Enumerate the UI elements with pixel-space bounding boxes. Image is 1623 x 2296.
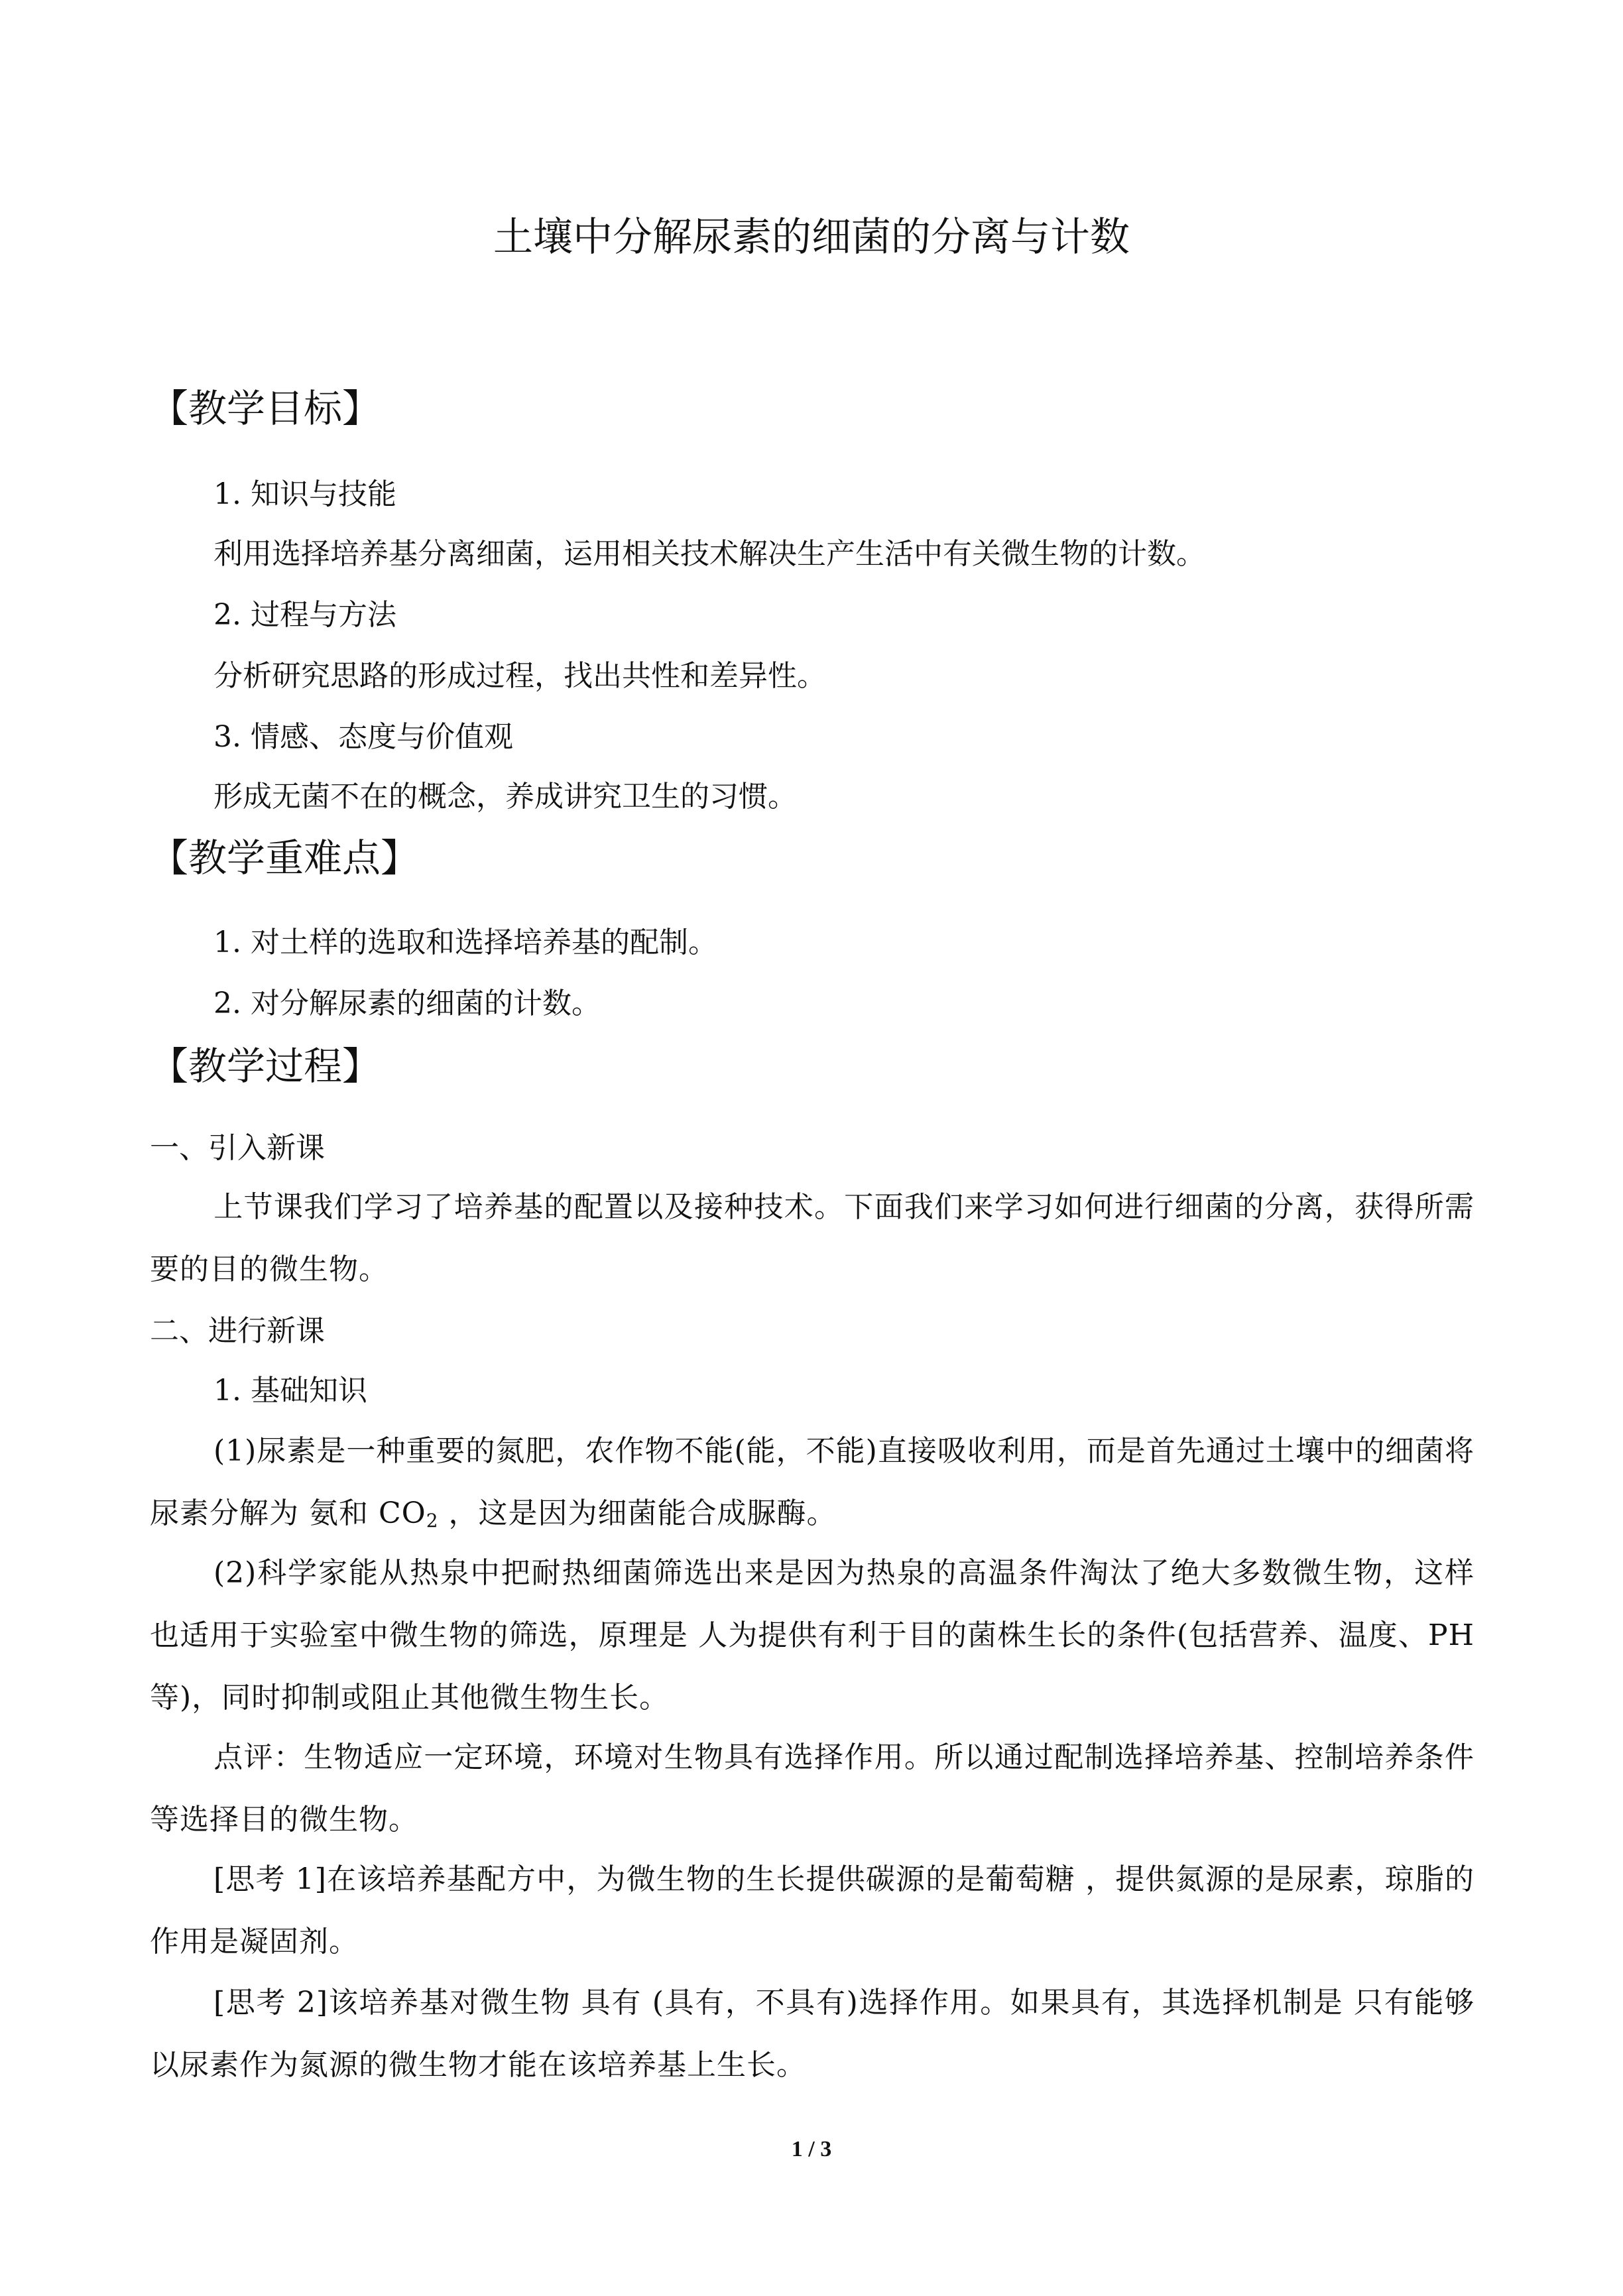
keypoint-1: 1. 对土样的选取和选择培养基的配制。 [213,926,717,959]
basics-label: 1. 基础知识 [213,1374,367,1408]
part1-title: 一、引入新课 [150,1131,325,1165]
section-heading-keypoints: 【教学重难点】 [150,835,420,880]
part2-title: 二、进行新课 [150,1314,325,1348]
co2-subscript: 2 [426,1510,439,1532]
paragraph-1-text-a: (1)尿素是一种重要的氮肥，农作物不能(能，不能)直接吸收利用，而是首先通过土壤中的细菌将尿素分解为 氨和 CO [150,1434,1474,1530]
paragraph-1 [150,1420,1474,1552]
paragraph-5-text: [思考 2]该培养基对微生物 具有 (具有，不具有)选择作用。如果具有，其选择机制是 只有能够以尿素作为氮源的微生物才能在该培养基上生长。 [150,1986,1474,2082]
goal-label-2: 2. 过程与方法 [213,598,396,632]
document-title: 土壤中分解尿素的细菌的分离与计数 [493,214,1130,261]
paragraph-5 [150,1972,1474,2096]
paragraph-4-text: [思考 1]在该培养基配方中，为微生物的生长提供碳源的是葡萄糖 ，提供氮源的是尿素，琼脂的作用是凝固剂。 [150,1862,1474,1959]
keypoint-2: 2. 对分解尿素的细菌的计数。 [213,987,601,1020]
goal-label-3: 3. 情感、态度与价值观 [213,720,513,754]
goal-text-3: 形成无菌不在的概念，养成讲究卫生的习惯。 [213,780,797,814]
paragraph-3-text: 点评：生物适应一定环境，环境对生物具有选择作用。所以通过配制选择培养基、控制培养条件等选择目的微生物。 [150,1740,1474,1837]
part1-text: 上节课我们学习了培养基的配置以及接种技术。下面我们来学习如何进行细菌的分离，获得所需要的目的微生物。 [150,1190,1474,1286]
paragraph-2-text: (2)科学家能从热泉中把耐热细菌筛选出来是因为热泉的高温条件淘汰了绝大多数微生物，这样也适用于实验室中微生物的筛选，原理是 人为提供有利于目的菌株生长的条件(包括营养、温度、PH 等)，同时抑制或阻止其他微生物生长。 [150,1556,1475,1715]
goal-label-1: 1. 知识与技能 [213,477,396,511]
goal-text-2: 分析研究思路的形成过程，找出共性和差异性。 [213,659,826,693]
paragraph-3 [150,1726,1474,1851]
goal-text-1: 利用选择培养基分离细菌，运用相关技术解决生产生活中有关微生物的计数。 [213,537,1205,571]
paragraph-1-text-b: ，这是因为细菌能合成脲酶。 [438,1496,837,1530]
page-number: 1 / 3 [791,2137,832,2161]
part1-paragraph [150,1176,1474,1301]
section-heading-goals: 【教学目标】 [150,386,381,431]
section-heading-process: 【教学过程】 [150,1044,381,1089]
paragraph-4 [150,1848,1474,1973]
paragraph-2 [150,1542,1474,1729]
